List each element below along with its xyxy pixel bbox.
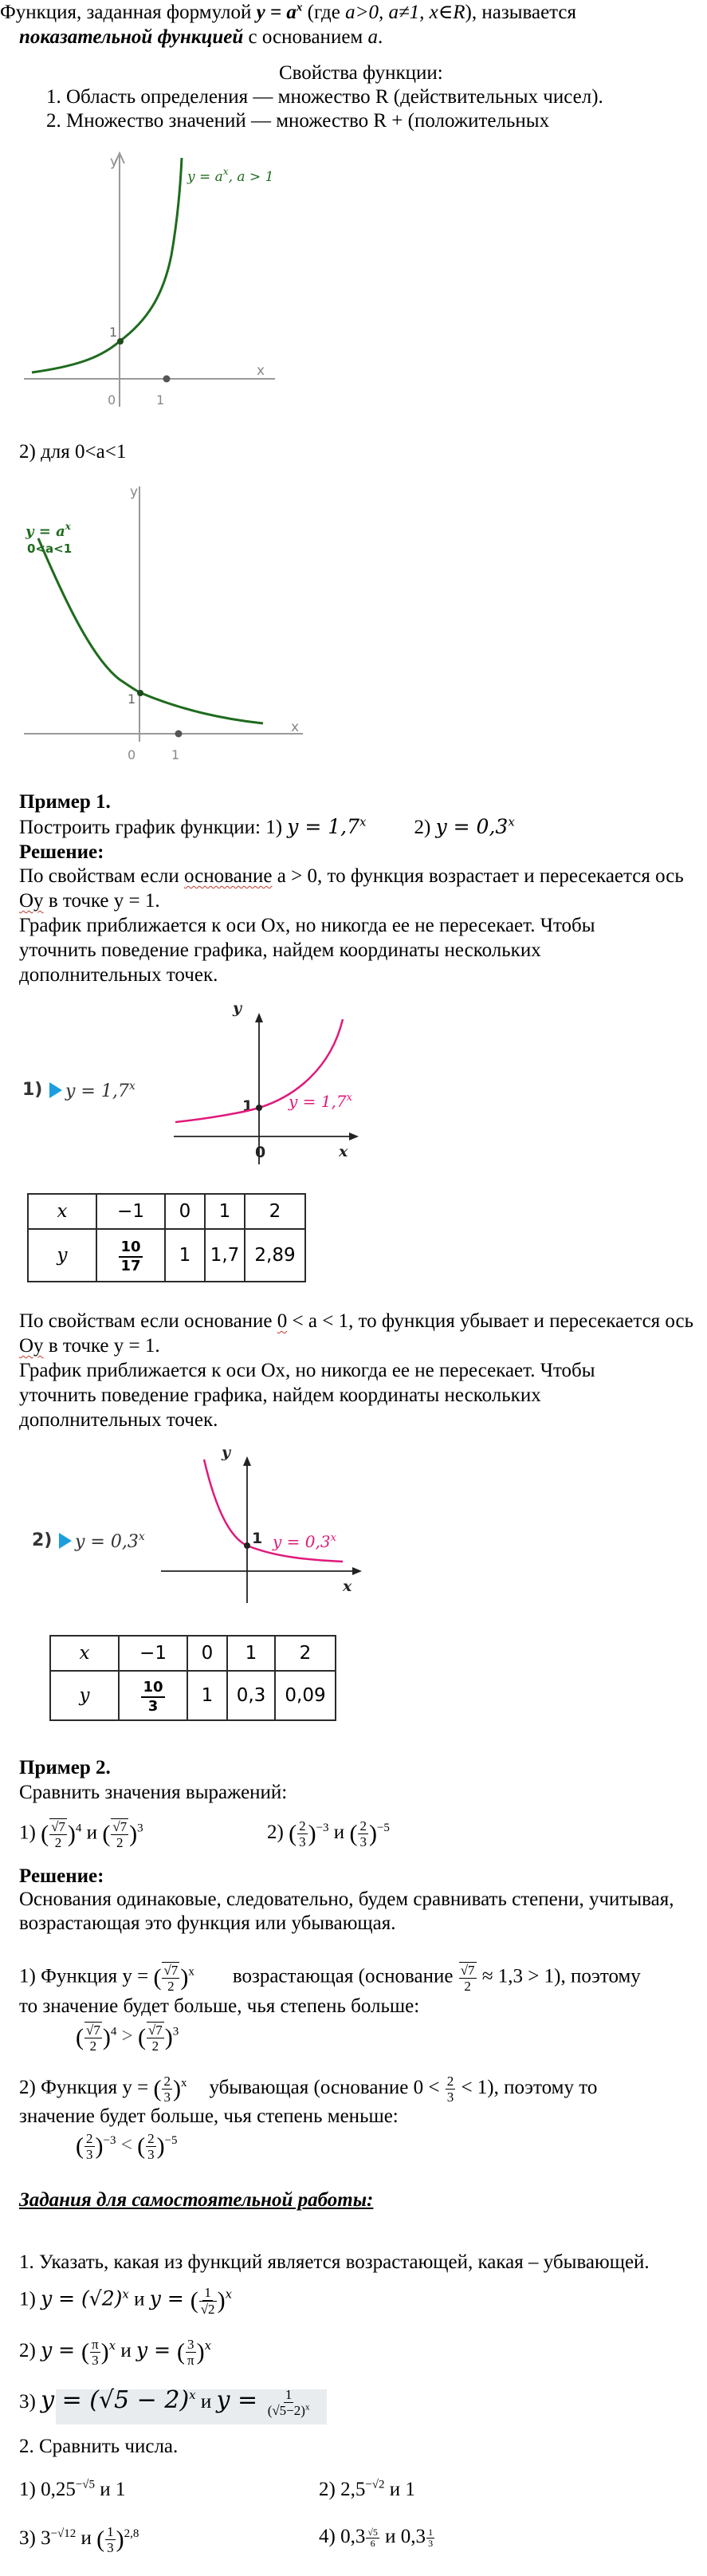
solution-title: Решение: [19, 841, 104, 863]
exp: −3 [103, 2133, 116, 2147]
text: По свойствам если основание [19, 1310, 277, 1332]
exp: −3 [316, 1821, 329, 1834]
y-axis-arrow [255, 1013, 263, 1022]
y-axis-label: y [222, 1444, 231, 1461]
den: 2 [151, 2038, 159, 2054]
intro-text: с основанием [243, 26, 368, 48]
table-cell: 0,09 [275, 1671, 336, 1720]
compare-sign: < [120, 2134, 132, 2157]
intro-text: ), называется [465, 2, 577, 23]
text: основание [184, 865, 273, 887]
text: Оу [19, 1335, 44, 1357]
definition-term: показательной функцией [19, 26, 244, 48]
fn: y = [149, 2286, 190, 2310]
exp: 3 [137, 1822, 143, 1835]
exp: −5 [376, 1821, 390, 1834]
text: 2) Функция y = [19, 2077, 154, 2099]
table-cell: 2 [275, 1636, 336, 1671]
intro-text: Функция, заданная формулой [0, 2, 257, 23]
task-1-item-1: 1) $y = (√2)^x$ и y = ( $\frac{1}{√2}$ )$^x$ [19, 2285, 233, 2317]
den: 3 [359, 1834, 367, 1849]
tick-1: 1 [252, 1530, 263, 1547]
text: < 1), поэтому то [456, 2077, 598, 2099]
text: и 1 [384, 2479, 415, 2500]
tick-origin: 0 [128, 747, 136, 762]
plot-number: 2) [32, 1530, 53, 1550]
num: √5 [367, 2526, 378, 2538]
fn: y = [136, 2338, 177, 2362]
den: 3 [299, 1834, 306, 1849]
fn: y = (√2) [41, 2286, 123, 2310]
example-2-reason-2-line-2: значение будет больше, чья степень меньше: [19, 2105, 399, 2127]
den-exp: x [304, 2401, 310, 2412]
intro-text: . [378, 26, 383, 48]
num: 2 [163, 2074, 171, 2089]
formula-exponent: x [296, 1, 303, 14]
text: и [128, 2288, 150, 2310]
num: √7 [112, 1819, 128, 1834]
example-2-task: Сравнить значения выражений: [19, 1782, 288, 1803]
solution-b-para-2-line-1: График приближается к оси Ох, но никогда ее не пересекает. Чтобы [19, 1360, 595, 1381]
play-marker-icon [59, 1533, 72, 1549]
text: ≈ 1,3 > 1), поэтому [477, 1965, 641, 1987]
table-cell: 0 [165, 1194, 205, 1229]
den: 3 [163, 2090, 171, 2105]
den: 3 [446, 2090, 454, 2105]
point-0-1 [244, 1542, 250, 1549]
den: 2 [54, 1835, 62, 1850]
function-1-exponent: x [359, 814, 367, 829]
table-cell-fraction [119, 1671, 187, 1720]
properties-title: Свойства функции: [279, 62, 443, 84]
solution-para-1-line-2 [19, 888, 160, 913]
exponential-curve [32, 158, 182, 372]
graph-exponential-decreasing [0, 471, 319, 766]
x-axis-label: x [343, 1578, 352, 1595]
task-2-title: 2. Сравнить числа. [19, 2436, 179, 2457]
solution-b-para-2-line-2: уточнить поведение графика, найдем координаты нескольких [19, 1385, 541, 1406]
tasks-title: Задания для самостоятельной работы: [19, 2189, 374, 2211]
den: 3 [86, 2147, 93, 2162]
tick-x-1: 1 [171, 747, 180, 762]
text: 2) 2,5 [319, 2479, 366, 2500]
text: a > 0, то функция возрастает и пересекается [272, 865, 656, 887]
point-0-1 [117, 338, 124, 345]
example-2-reason-2: 2) Функция y = ( $\frac{2}{3}$ )$^x$ убывающая (основание 0 < $\frac{2}{3}$ < 1), поэтому то [19, 2074, 598, 2105]
den: 3 [147, 2147, 155, 2162]
plot-label: $y = 1,7^x$ [65, 1080, 136, 1101]
text: 1) Функция y = [19, 1965, 154, 1987]
plot-label: $y = 0,3^x$ [75, 1530, 145, 1552]
text: убывающая (основание 0 < [209, 2077, 445, 2099]
text: и [328, 1822, 350, 1844]
y-axis-arrow [243, 1456, 251, 1466]
tick-1: 1 [242, 1097, 253, 1115]
text: 0 [277, 1310, 288, 1332]
solution-para-2-line-2: уточнить поведение графика, найдем координаты нескольких [19, 939, 541, 961]
table-cell: 2 [245, 1194, 305, 1229]
text: 3) [19, 2391, 41, 2413]
table-cell: 0,3 [227, 1671, 275, 1720]
property-item-2: 2. Множество значений — множество R + (положительных [46, 110, 550, 132]
fraction-denominator: 3 [147, 1698, 159, 1715]
curve-label: $y = a^x$ [26, 521, 71, 540]
tick-y-1: 1 [128, 691, 136, 707]
text: возрастающая (основание [232, 1965, 458, 1987]
function-2-exponent: x [508, 814, 515, 829]
text: в точке y = 1. [43, 890, 160, 912]
task-1-item-2: 2) y = ( $\frac{\pi}{3}$ )$^x$ и y = ( $\frac{3}{\pi}$ )$^x$ [19, 2337, 212, 2368]
example-2-solution-line-1: Основания одинаковые, следовательно, будем сравнивать степени, учитывая, [19, 1889, 674, 1910]
x-axis-label: x [291, 719, 300, 735]
task-text: Построить график функции: 1) [19, 817, 288, 838]
fraction-denominator: 17 [120, 1258, 141, 1274]
num: 3 [187, 2337, 194, 2352]
curve-label: $y = 0,3^x$ [273, 1532, 336, 1551]
task-text: 2) [414, 817, 436, 838]
table-header-x: x [28, 1194, 96, 1229]
tick-origin: 0 [108, 392, 116, 408]
task-2-item-4 [319, 2524, 435, 2549]
num: √7 [147, 2023, 163, 2038]
exp: −√2 [365, 2478, 385, 2491]
den: 3 [107, 2540, 114, 2555]
x-axis-label: x [257, 363, 265, 379]
table-cell: −1 [96, 1194, 165, 1229]
exp: 4 [75, 1822, 82, 1835]
task-1-item-3 [19, 2385, 312, 2418]
table-cell: −1 [119, 1636, 187, 1671]
example-1-task [19, 814, 515, 840]
num: √7 [51, 1819, 65, 1834]
solution-para-1-line-1 [19, 864, 684, 888]
compare-sign: > [121, 2025, 133, 2047]
exp: x [189, 2388, 196, 2402]
den: 3 [428, 2537, 434, 2549]
function-1: y = 1,7 [287, 815, 360, 838]
tick-y-1: 1 [109, 325, 118, 340]
fraction-numerator: 10 [119, 1239, 142, 1258]
y-axis-label: y [130, 484, 139, 500]
den: π [187, 2353, 194, 2368]
den-base: (√5−2) [267, 2402, 305, 2418]
text: и [195, 2391, 217, 2413]
table-cell: 1 [187, 1671, 227, 1720]
solution-b-para-1-line-2 [19, 1333, 160, 1358]
text: 2) [267, 1822, 289, 1844]
num: √7 [86, 2023, 100, 2038]
y-axis-label: y [233, 999, 242, 1017]
fn: y = [216, 2386, 265, 2414]
graph-exponential-increasing [0, 136, 319, 431]
text: и [76, 2527, 97, 2550]
exp: x [188, 1965, 194, 1979]
table-cell: 0 [187, 1636, 227, 1671]
text: и 0,3 [379, 2526, 426, 2547]
den: 6 [370, 2537, 375, 2549]
text: и [116, 2340, 136, 2362]
table-cell: 1,7 [205, 1229, 245, 1282]
table-header-y: y [28, 1229, 96, 1282]
den: 3 [92, 2353, 99, 2368]
exp: x [108, 2338, 116, 2353]
example-2-expr-2: 2) ( $\frac{2}{3}$ )$^{-3}$ и ( $\frac{2}{3}$ )$^{-5}$ [267, 1818, 390, 1849]
tick-x-1: 1 [156, 392, 165, 408]
task-2-item-3: 3) $3^{-√12}$ и ( $\frac{1}{3}$ )$^{2,8}$ [19, 2524, 139, 2555]
num: π [92, 2337, 99, 2352]
example-2-title: Пример 2. [19, 1757, 111, 1778]
exp: 4 [110, 2025, 117, 2038]
values-table-a [27, 1193, 306, 1282]
exp: x [180, 2076, 187, 2090]
num: √7 [460, 1963, 475, 1978]
num: 2 [147, 2131, 155, 2146]
den: 2 [116, 1835, 124, 1850]
exp: −√12 [50, 2527, 77, 2540]
text: и 1 [95, 2479, 126, 2500]
num: 2 [86, 2131, 93, 2146]
table-cell: 2,89 [245, 1229, 305, 1282]
task-2-item-2 [319, 2477, 415, 2502]
text: По свойствам если [19, 865, 184, 887]
exp: 3 [172, 2025, 179, 2038]
text: Оу [19, 890, 44, 912]
table-cell: 1 [205, 1194, 245, 1229]
text: ось [665, 1310, 694, 1332]
curve-label: $y = 1,7^x$ [289, 1092, 352, 1111]
intro-text: (где [302, 2, 346, 23]
exp: x [225, 2286, 233, 2302]
table-cell-fraction [96, 1229, 165, 1282]
function-2: y = 0,3 [435, 815, 509, 838]
solution-para-2-line-1: График приближается к оси Ох, но никогда ее не пересекает. Чтобы [19, 915, 595, 936]
exp: x [122, 2286, 129, 2302]
num: 2 [299, 1818, 306, 1834]
x-axis-label: x [339, 1143, 348, 1160]
fn: y = [41, 2338, 82, 2362]
num: 1 [204, 2285, 211, 2300]
x-axis-arrow [349, 1132, 359, 1140]
play-marker-icon [49, 1082, 62, 1098]
text: и [81, 1822, 103, 1844]
num: 1 [285, 2386, 293, 2402]
example-2-compare-2: ( $\frac{2}{3}$ )$^{-3}$ < ( $\frac{2}{3}$ )$^{-5}$ [76, 2131, 178, 2162]
fraction-numerator: 10 [141, 1679, 164, 1698]
text: ось [655, 865, 684, 887]
y-axis-label: y [110, 154, 119, 170]
exp: −5 [164, 2133, 178, 2147]
plot-number: 1) [22, 1080, 43, 1100]
num: 1 [428, 2526, 434, 2538]
intro-condition: a>0, a≠1, x∈R [345, 2, 465, 23]
intro-line-2 [19, 25, 383, 49]
example-2-solution-line-2: возрастающая это функция или убывающая. [19, 1912, 396, 1934]
task-2-item-1 [19, 2477, 125, 2502]
example-2-solution-title: Решение: [19, 1865, 104, 1887]
formula-y-ax: y = a [256, 2, 297, 23]
text: в точке y = 1. [43, 1335, 160, 1357]
exp: x [204, 2338, 212, 2353]
plot-y-0-3-x [24, 1444, 367, 1627]
table-header-y: y [50, 1671, 119, 1720]
table-cell: 1 [227, 1636, 275, 1671]
table-cell: 1 [165, 1229, 205, 1282]
den: 2 [89, 2038, 97, 2054]
example-2-expr-1: 1) ( $\frac{√7}{2}$ )$^4$ и ( $\frac{√7}{2}$ )$^3$ [19, 1819, 143, 1850]
num: √7 [163, 1963, 179, 1978]
case-2-label: 2) для 0<a<1 [19, 441, 127, 463]
curve-condition: 0<a<1 [27, 542, 73, 556]
x-axis-arrow [352, 1567, 362, 1575]
curve-label: $y = a^x$, a > 1 [187, 166, 274, 185]
den: √2 [200, 2302, 215, 2317]
fn: y = (√5 − 2) [41, 2386, 190, 2414]
tick-0: 0 [255, 1144, 266, 1161]
example-2-reason-1: 1) Функция y = ( $\frac{√7}{2}$ )$^x$ возрастающая (основание $\frac{√7}{2}$ ≈ 1,3 > 1), поэтому [19, 1963, 641, 1994]
solution-para-2-line-3: дополнительных точек. [19, 964, 218, 986]
point-0-1 [137, 690, 143, 696]
point-0-1 [256, 1105, 262, 1111]
num: 2 [446, 2074, 454, 2089]
text: 2) [19, 2340, 41, 2362]
base-a: a [367, 26, 378, 48]
den: 2 [464, 1979, 471, 1994]
point-1-0 [175, 731, 183, 738]
num: 2 [359, 1818, 367, 1834]
text: 4) 0,3 [319, 2526, 366, 2547]
plot-y-1-7-x [16, 997, 367, 1188]
point-1-0 [163, 376, 171, 383]
text: 1) [19, 2288, 41, 2310]
values-table-b [49, 1635, 336, 1721]
solution-b-para-1-line-1 [19, 1309, 693, 1333]
example-2-reason-1-line-2: то значение будет больше, чья степень больше: [19, 1995, 420, 2017]
example-1-title: Пример 1. [19, 791, 111, 813]
den: 2 [167, 1979, 175, 1994]
exponential-curve [38, 538, 263, 723]
text: < a < 1, то функция убывает и пересекается [287, 1310, 666, 1332]
text: 3) 3 [19, 2527, 51, 2550]
text: 1) 0,25 [19, 2479, 76, 2500]
exp: 2,8 [124, 2527, 139, 2540]
intro-line-1 [0, 0, 576, 25]
property-item-1: 1. Область определения — множество R (действительных чисел). [46, 86, 603, 108]
example-2-compare-1: ( $\frac{√7}{2}$ )$^4$ > ( $\frac{√7}{2}$ )$^3$ [76, 2023, 179, 2054]
num: 1 [107, 2524, 114, 2539]
task-1-title: 1. Указать, какая из функций является возрастающей, какая – убывающей. [19, 2251, 650, 2273]
solution-b-para-2-line-3: дополнительных точек. [19, 1409, 218, 1431]
den [266, 2403, 312, 2418]
exp: −√5 [75, 2478, 96, 2491]
table-header-x: x [50, 1636, 119, 1671]
text: 1) [19, 1822, 41, 1844]
